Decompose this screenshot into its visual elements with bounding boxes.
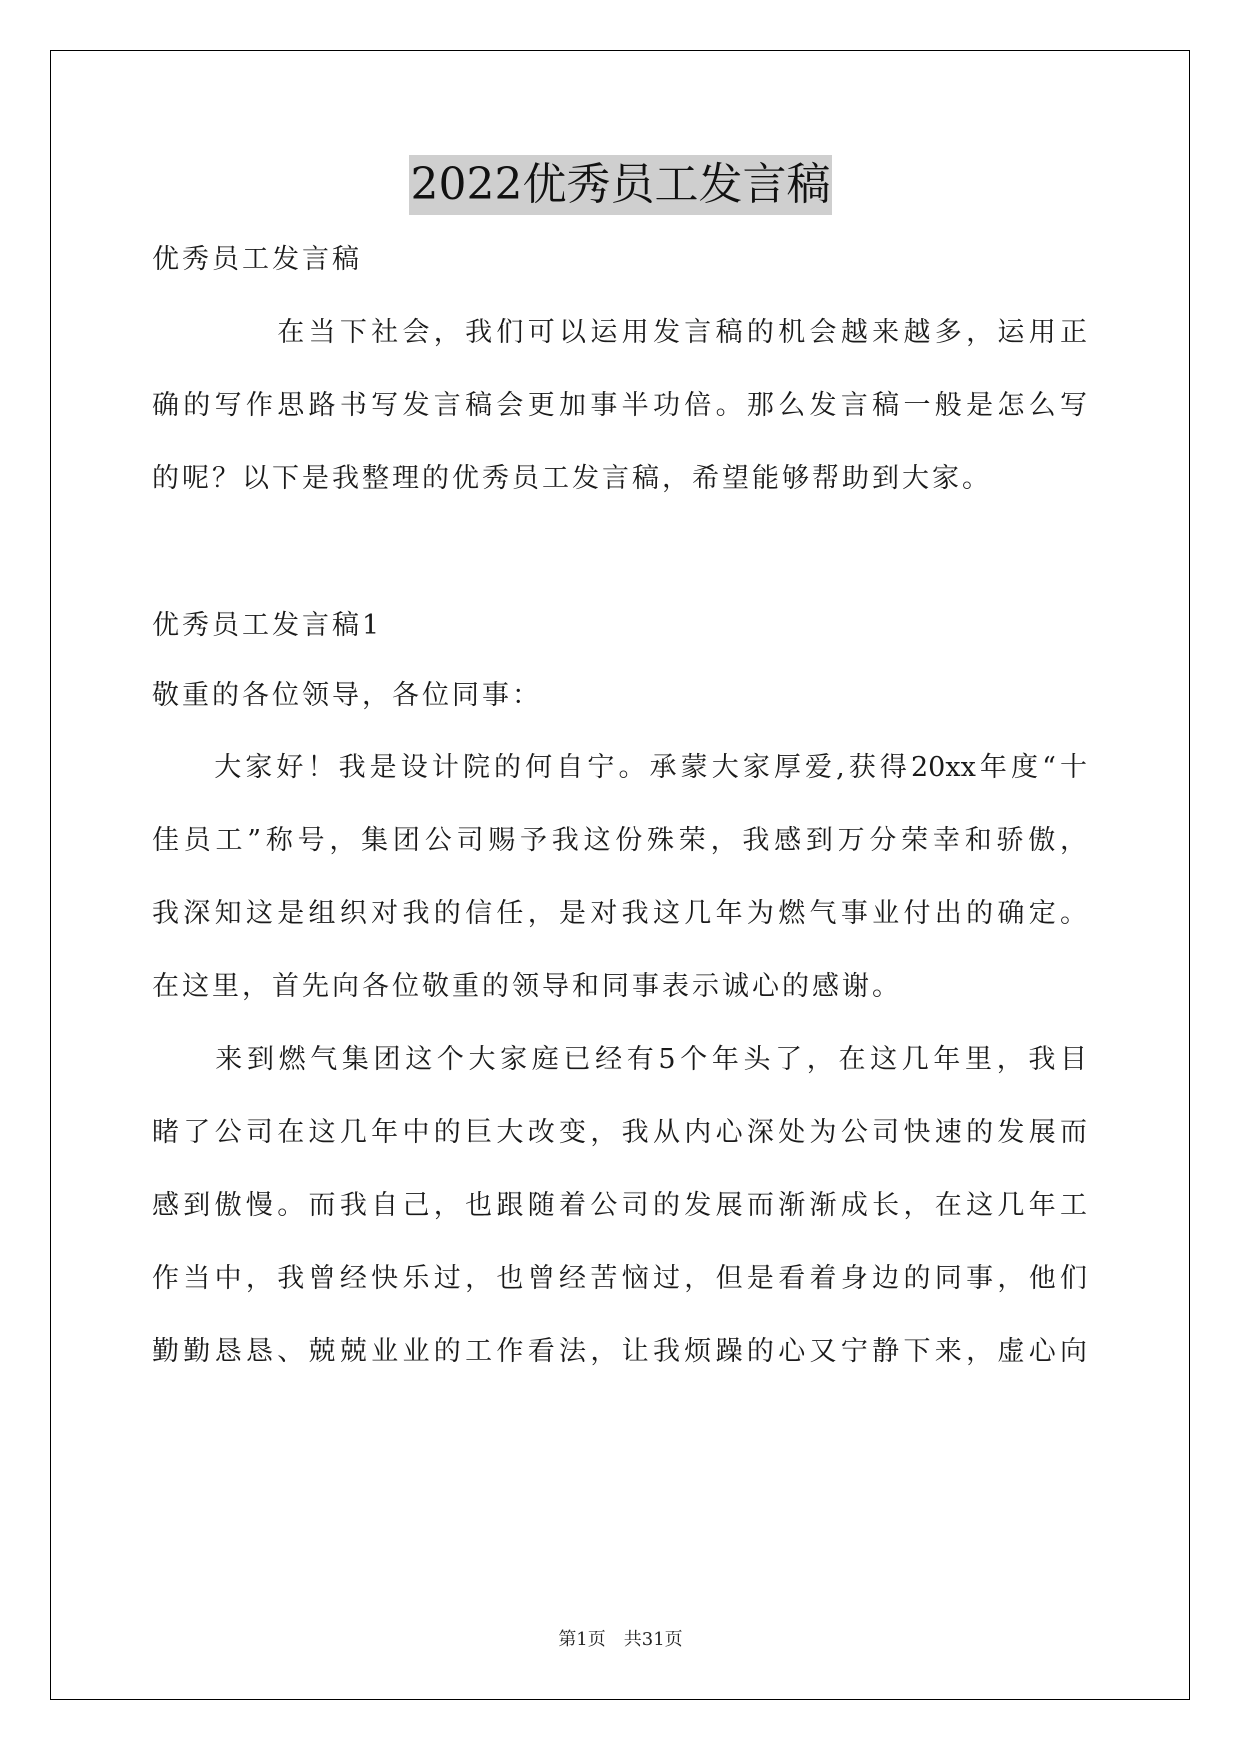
body-line: 来到燃气集团这个大家庭已经有5个年头了，在这几年里，我目	[152, 1044, 1087, 1075]
body-line: 确的写作思路书写发言稿会更加事半功倍。那么发言稿一般是怎么写	[152, 390, 1087, 421]
section-heading: 优秀员工发言稿1	[152, 610, 383, 641]
document-title: 2022优秀员工发言稿	[409, 155, 833, 215]
body-line: 在当下社会，我们可以运用发言稿的机会越来越多，运用正	[152, 317, 1087, 348]
body-line: 感到傲慢。而我自己，也跟随着公司的发展而渐渐成长，在这几年工	[152, 1190, 1087, 1221]
page-border	[50, 50, 1190, 1700]
body-line: 睹了公司在这几年中的巨大改变，我从内心深处为公司快速的发展而	[152, 1117, 1087, 1148]
section-heading: 优秀员工发言稿	[152, 244, 362, 275]
title-container	[0, 155, 1241, 215]
body-line: 大家好！我是设计院的何自宁。承蒙大家厚爱,获得20xx年度“十	[152, 752, 1087, 783]
body-line: 勤勤恳恳、兢兢业业的工作看法，让我烦躁的心又宁静下来，虚心向	[152, 1336, 1087, 1367]
body-line: 作当中，我曾经快乐过，也曾经苦恼过，但是看着身边的同事，他们	[152, 1263, 1087, 1294]
body-line: 佳员工”称号，集团公司赐予我这份殊荣，我感到万分荣幸和骄傲，	[152, 825, 1087, 856]
body-line: 我深知这是组织对我的信任，是对我这几年为燃气事业付出的确定。	[152, 898, 1087, 929]
body-line: 的呢？以下是我整理的优秀员工发言稿，希望能够帮助到大家。	[152, 463, 992, 494]
body-line: 在这里，首先向各位敬重的领导和同事表示诚心的感谢。	[152, 971, 902, 1002]
salutation: 敬重的各位领导，各位同事：	[152, 680, 542, 711]
page-footer: 第1页 共31页	[558, 1629, 683, 1650]
